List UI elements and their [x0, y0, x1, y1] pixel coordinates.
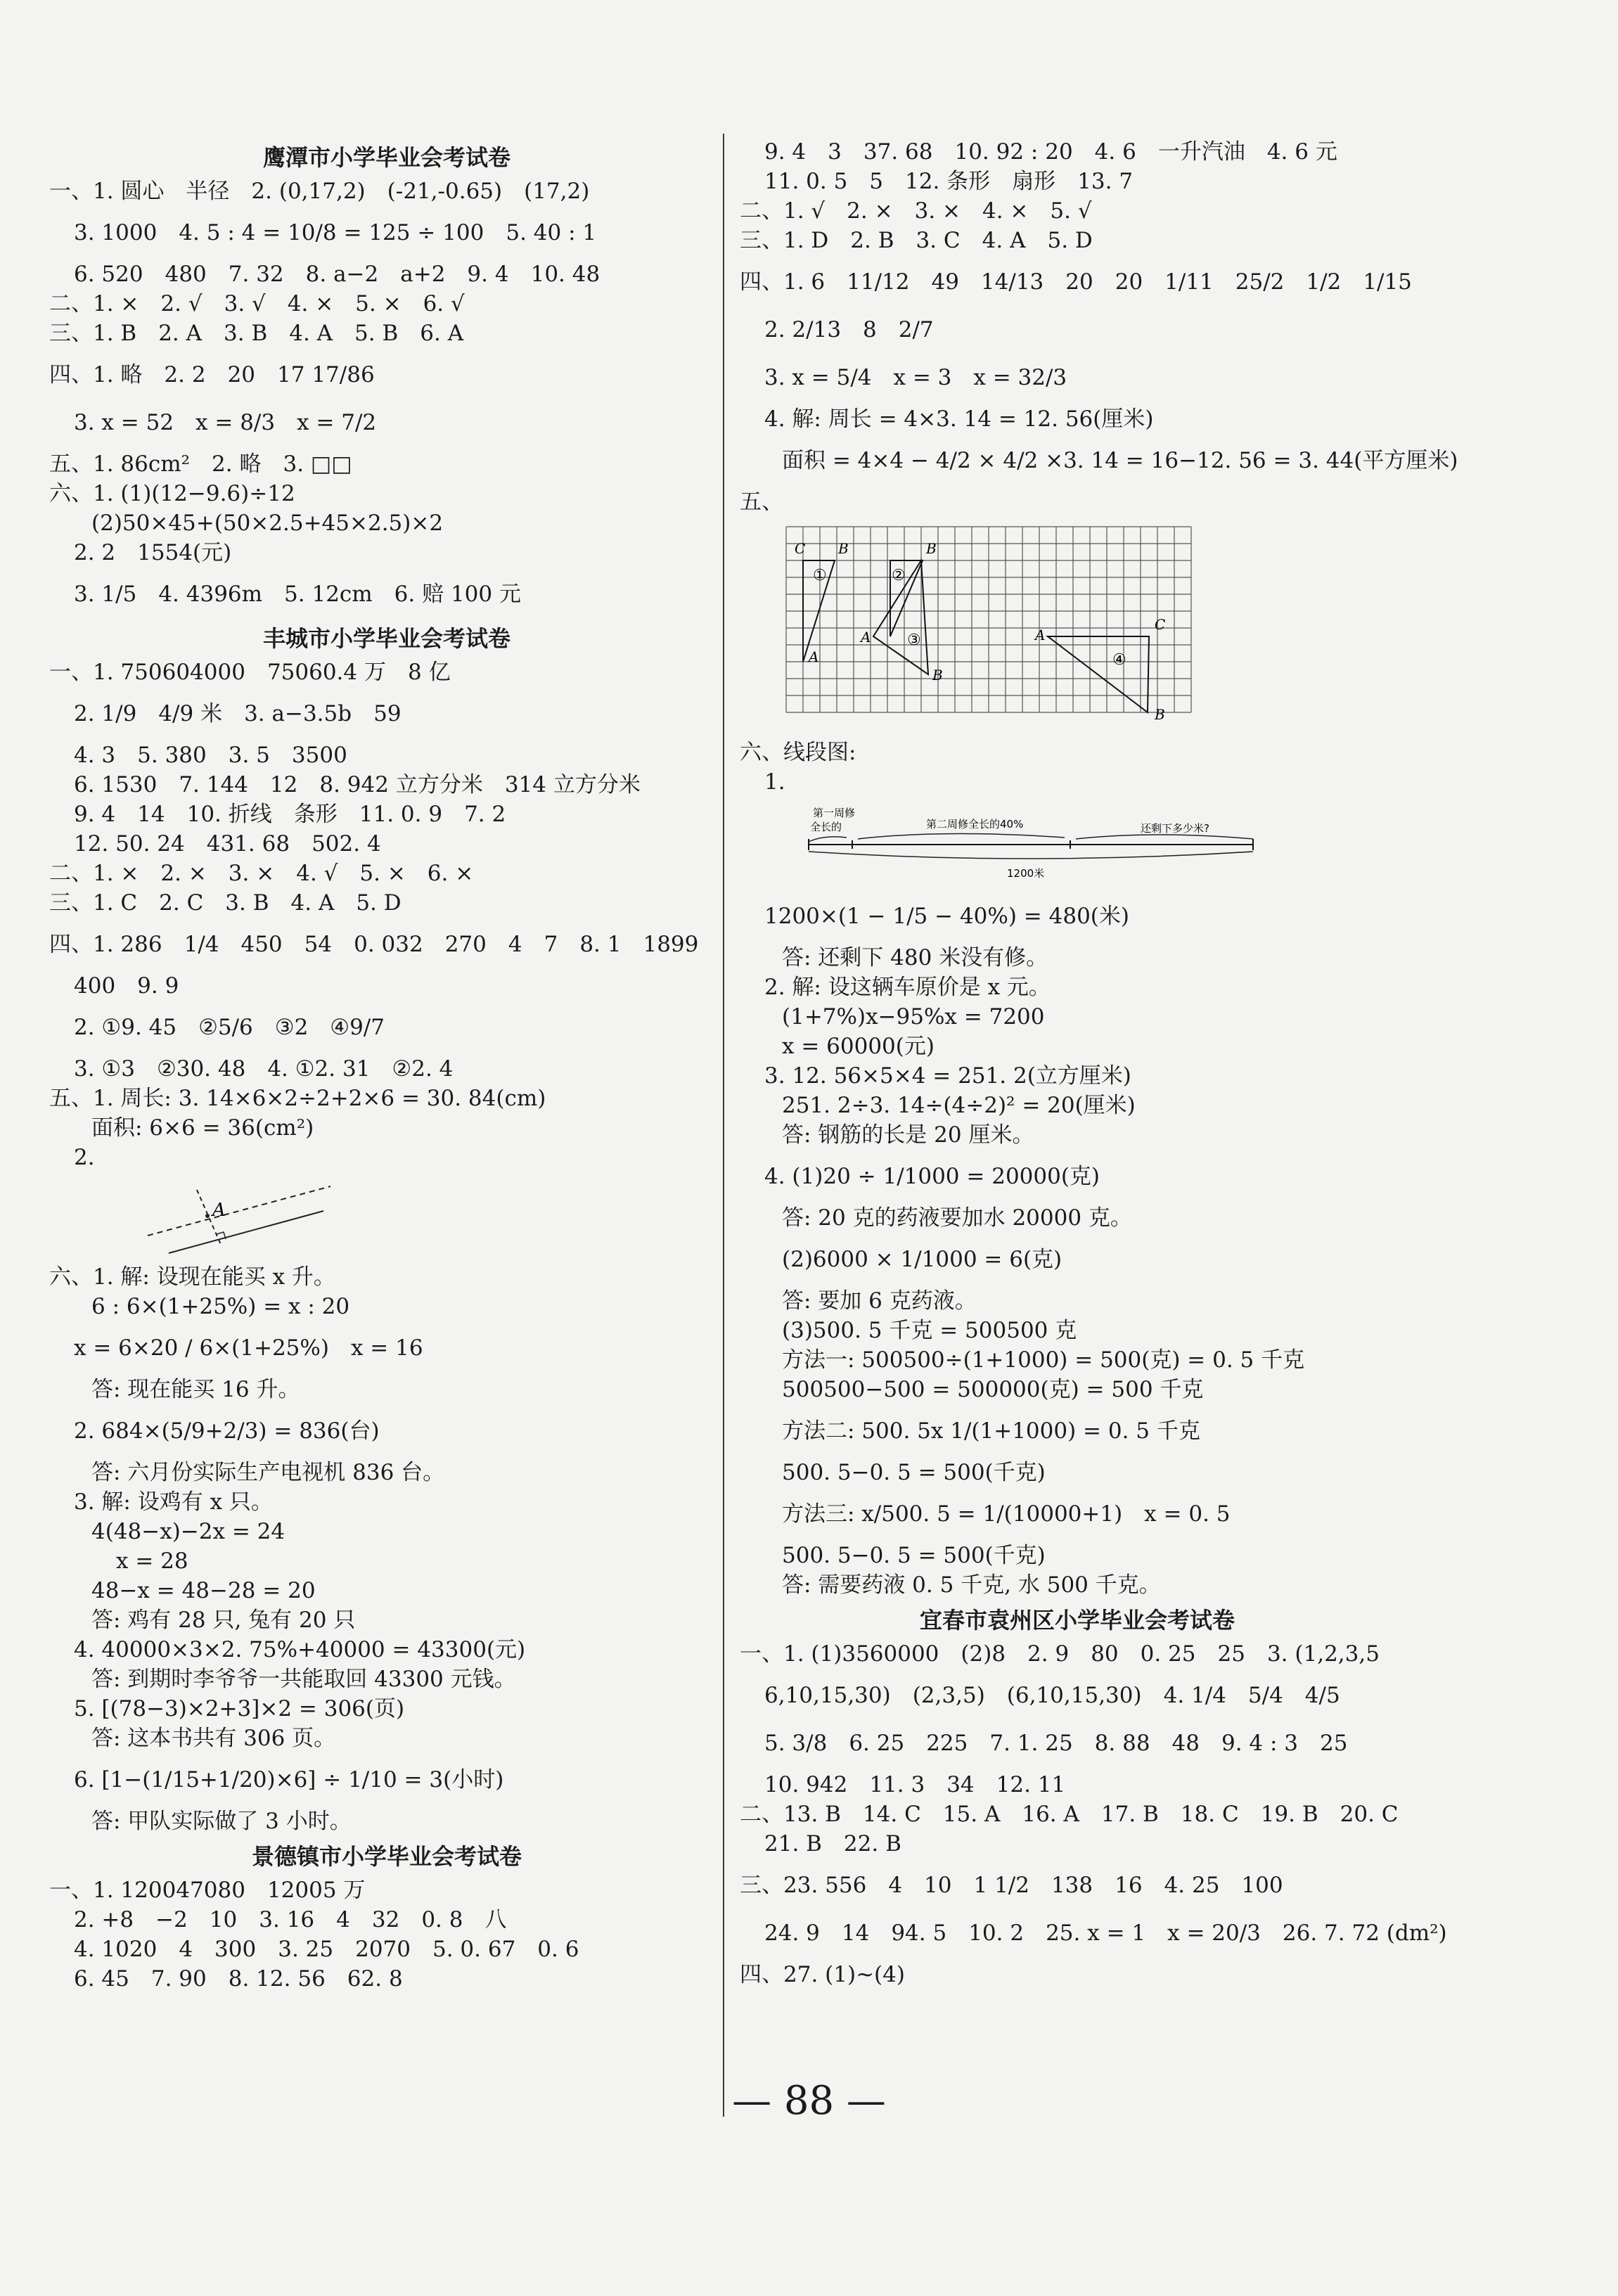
seg-label-remaining: 还剩下多少米? — [1141, 822, 1209, 835]
answer-line: 2. +8 −2 10 3. 16 4 32 0. 8 八 — [74, 1907, 507, 1932]
page-number: — 88 — — [732, 2078, 886, 2124]
answer-line: 六、1. 解: 设现在能买 x 升。 — [49, 1264, 335, 1290]
answer-line: 答: 钢筋的长是 20 厘米。 — [782, 1122, 1034, 1148]
seg-label-week1b: 全长的 — [810, 821, 842, 833]
answer-line: 12. 50. 24 431. 68 502. 4 — [74, 831, 381, 857]
answer-line: 6. [1−(1/15+1/20)×6] ÷ 1/10 = 3(小时) — [74, 1767, 504, 1792]
answer-line: 6. 1530 7. 144 12 8. 942 立方分米 314 立方分米 — [74, 772, 641, 797]
answer-line: 一、1. 750604000 75060.4 万 8 亿 — [49, 660, 451, 685]
answer-line: 二、13. B 14. C 15. A 16. A 17. B 18. C 19. B 20. C — [740, 1802, 1399, 1827]
answer-line: 3. x = 52 x = 8/3 x = 7/2 — [74, 410, 377, 435]
answer-line: 一、1. (1)3560000 (2)8 2. 9 80 0. 25 25 3. (1,2,3,5 — [740, 1641, 1380, 1667]
left-column — [49, 137, 724, 1994]
answer-line: 6. 45 7. 90 8. 12. 56 62. 8 — [74, 1966, 403, 1992]
section-title-yingtan: 鹰潭市小学毕业会考试卷 — [262, 144, 511, 171]
answer-line: 21. B 22. B — [764, 1831, 901, 1856]
answer-line: 三、1. C 2. C 3. B 4. A 5. D — [49, 890, 402, 916]
answer-line: 2. 2 1554(元) — [74, 540, 232, 565]
label-a2: A — [861, 629, 871, 646]
answer-line: 2. 684×(5/9+2/3) = 836(台) — [74, 1418, 380, 1444]
answer-line: 2. ①9. 45 ②5/6 ③2 ④9/7 — [74, 1015, 385, 1040]
answer-line: 三、23. 556 4 10 1 1/2 138 16 4. 25 100 — [740, 1873, 1283, 1898]
answer-line: 一、1. 圆心 半径 2. (0,17,2) (-21,-0.65) (17,2) — [49, 179, 590, 204]
answer-line: 4. (1)20 ÷ 1/1000 = 20000(克) — [764, 1164, 1100, 1189]
answer-line: 答: 现在能买 16 升。 — [91, 1377, 300, 1402]
answer-line: 500500−500 = 500000(克) = 500 千克 — [782, 1377, 1204, 1402]
answer-line: 二、1. × 2. × 3. × 4. √ 5. × 6. × — [49, 861, 474, 886]
answer-line: 5. 3/8 6. 25 225 7. 1. 25 8. 88 48 9. 4 : 3 25 — [764, 1731, 1348, 1756]
answer-line: 4. 3 5. 380 3. 5 3500 — [74, 743, 347, 768]
answer-line: 六、1. (1)(12−9.6)÷12 — [49, 481, 295, 506]
perpendicular-diagram — [134, 1172, 345, 1257]
answer-line: 答: 还剩下 480 米没有修。 — [782, 945, 1048, 970]
answer-line: 二、1. √ 2. × 3. × 4. × 5. √ — [740, 198, 1092, 224]
answer-line: 四、1. 略 2. 2 20 17 17/86 — [49, 362, 375, 387]
answer-line: 11. 0. 5 5 12. 条形 扇形 13. 7 — [764, 169, 1134, 194]
answer-line: 2. 解: 设这辆车原价是 x 元。 — [764, 975, 1051, 1000]
answer-line: x = 6×20 / 6×(1+25%) x = 16 — [74, 1335, 423, 1361]
answer-line: 四、1. 286 1/4 450 54 0. 032 270 4 7 8. 1 1899 — [49, 932, 699, 957]
answer-line: 一、1. 120047080 12005 万 — [49, 1878, 366, 1903]
answer-line: 答: 需要药液 0. 5 千克, 水 500 千克。 — [782, 1572, 1161, 1598]
answer-line: 方法一: 500500÷(1+1000) = 500(克) = 0. 5 千克 — [782, 1347, 1305, 1373]
answer-line: 500. 5−0. 5 = 500(千克) — [782, 1543, 1046, 1568]
answer-line: 面积: 6×6 = 36(cm²) — [91, 1115, 314, 1141]
answer-line: 48−x = 48−28 = 20 — [91, 1578, 316, 1603]
label-a4: A — [1035, 627, 1046, 643]
answer-line: (2)6000 × 1/1000 = 6(克) — [782, 1247, 1062, 1272]
seg-label-total: 1200米 — [1007, 867, 1045, 880]
answer-line: 方法二: 500. 5x 1/(1+1000) = 0. 5 千克 — [782, 1418, 1200, 1444]
answer-line: x = 28 — [116, 1548, 188, 1574]
label-circled-2: ② — [892, 567, 906, 584]
answer-line: 4. 解: 周长 = 4×3. 14 = 12. 56(厘米) — [764, 406, 1154, 432]
answer-line: 9. 4 14 10. 折线 条形 11. 0. 9 7. 2 — [74, 802, 506, 827]
brace-week1 — [809, 837, 847, 842]
answer-line: 6,10,15,30) (2,3,5) (6,10,15,30) 4. 1/4 5/4 4/5 — [764, 1683, 1340, 1708]
point-a — [205, 1214, 210, 1218]
answer-line: (1+7%)x−95%x = 7200 — [782, 1004, 1045, 1030]
answer-line: 400 9. 9 — [74, 973, 179, 999]
answer-line: 6. 520 480 7. 32 8. a−2 a+2 9. 4 10. 48 — [74, 262, 601, 287]
answer-line: 二、1. × 2. √ 3. √ 4. × 5. × 6. √ — [49, 291, 465, 316]
seg-label-week1: 第一周修 — [813, 807, 856, 819]
seg-label-week2: 第二周修全长的40% — [926, 818, 1024, 830]
brace-remaining — [1076, 835, 1253, 839]
segment-diagram — [803, 801, 1415, 888]
answer-line: 5. [(78−3)×2+3]×2 = 306(页) — [74, 1696, 405, 1721]
answer-line: 2. 2/13 8 2/7 — [764, 317, 934, 342]
answer-line: 答: 到期时李爷爷一共能取回 43300 元钱。 — [91, 1667, 516, 1692]
line-segment-chart — [803, 801, 1267, 885]
parallel-dashed-line — [148, 1186, 330, 1236]
answer-line: 4. 40000×3×2. 75%+40000 = 43300(元) — [74, 1637, 526, 1662]
answer-line: 四、1. 6 11/12 49 14/13 20 20 1/11 25/2 1/2 1/15 — [740, 269, 1412, 295]
grid-figure — [740, 524, 1415, 731]
label-c4: C — [1155, 616, 1166, 633]
label-b1: B — [838, 540, 849, 557]
answer-line: 五、 — [740, 489, 783, 515]
brace-total — [809, 852, 1253, 859]
label-c1: C — [795, 540, 806, 557]
base-line — [169, 1211, 323, 1253]
answer-line: x = 60000(元) — [782, 1034, 935, 1059]
answer-line: 答: 这本书共有 306 页。 — [91, 1726, 336, 1751]
answer-line: 3. x = 5/4 x = 3 x = 32/3 — [764, 365, 1067, 390]
answer-line: 面积 = 4×4 − 4/2 × 4/2 ×3. 14 = 16−12. 56 = 3. 44(平方厘米) — [782, 448, 1458, 473]
answer-line: 4. 1020 4 300 3. 25 2070 5. 0. 67 0. 6 — [74, 1937, 579, 1962]
answer-line: 答: 鸡有 28 只, 兔有 20 只 — [91, 1608, 356, 1633]
answer-line: 500. 5−0. 5 = 500(千克) — [782, 1460, 1046, 1485]
answer-line: 3. 1/5 4. 4396m 5. 12cm 6. 赔 100 元 — [74, 582, 521, 607]
answer-line: 10. 942 11. 3 34 12. 11 — [764, 1772, 1066, 1797]
triangle-4 — [1048, 636, 1149, 712]
answer-line: (2)50×45+(50×2.5+45×2.5)×2 — [91, 511, 444, 536]
section-title-fengcheng: 丰城市小学毕业会考试卷 — [262, 625, 511, 652]
answer-line: 方法三: x/500. 5 = 1/(10000+1) x = 0. 5 — [782, 1501, 1231, 1527]
label-circled-3: ③ — [907, 631, 921, 649]
answer-line: 2. 1/9 4/9 米 3. a−3.5b 59 — [74, 701, 402, 726]
label-circled-1: ① — [813, 567, 827, 584]
section-title-yichun: 宜春市袁州区小学毕业会考试卷 — [919, 1607, 1235, 1634]
answer-line: 五、1. 周长: 3. 14×6×2÷2+2×6 = 30. 84(cm) — [49, 1086, 546, 1111]
answer-line: 六、线段图: — [740, 740, 856, 765]
answer-line: 答: 要加 6 克药液。 — [782, 1288, 977, 1314]
answer-line: 三、1. B 2. A 3. B 4. A 5. B 6. A — [49, 321, 464, 346]
label-circled-4: ④ — [1112, 651, 1126, 669]
answer-line: 9. 4 3 37. 68 10. 92 : 20 4. 6 一升汽油 4. 6 元 — [764, 139, 1337, 165]
answer-line: 3. 解: 设鸡有 x 只。 — [74, 1489, 273, 1515]
answer-line: 五、1. 86cm² 2. 略 3. □□ — [49, 451, 352, 477]
answer-line: 3. 12. 56×5×4 = 251. 2(立方厘米) — [764, 1063, 1131, 1089]
answer-line: 2. — [74, 1145, 95, 1170]
answer-line: 答: 甲队实际做了 3 小时。 — [91, 1809, 352, 1834]
answer-line: 1. — [764, 769, 785, 795]
label-b2: B — [926, 540, 937, 557]
answer-line: (3)500. 5 千克 = 500500 克 — [782, 1318, 1077, 1343]
answer-line: 3. 1000 4. 5 : 4 = 10/8 = 125 ÷ 100 5. 40 : 1 — [74, 220, 597, 245]
point-a-label: A — [212, 1200, 226, 1221]
right-column — [740, 137, 1458, 1989]
transformation-grid — [782, 524, 1204, 728]
answer-line: 四、27. (1)~(4) — [740, 1962, 905, 1987]
brace-week2 — [858, 833, 1065, 839]
section-title-jingdezhen: 景德镇市小学毕业会考试卷 — [251, 1843, 522, 1870]
answer-line: 三、1. D 2. B 3. C 4. A 5. D — [740, 228, 1093, 253]
answer-line: 4(48−x)−2x = 24 — [91, 1519, 285, 1544]
answer-line: 答: 六月份实际生产电视机 836 台。 — [91, 1460, 445, 1485]
answer-line: 答: 20 克的药液要加水 20000 克。 — [782, 1205, 1132, 1231]
label-b3: B — [932, 667, 943, 684]
answer-line: 24. 9 14 94. 5 10. 2 25. x = 1 x = 20/3 26. 7. 72 (dm²) — [764, 1920, 1447, 1946]
answer-line: 1200×(1 − 1/5 − 40%) = 480(米) — [764, 904, 1129, 929]
answer-line: 6 : 6×(1+25%) = x : 20 — [91, 1294, 350, 1319]
label-b4: B — [1155, 706, 1165, 723]
answer-line: 251. 2÷3. 14÷(4÷2)² = 20(厘米) — [782, 1093, 1136, 1118]
answer-line: 3. ①3 ②30. 48 4. ①2. 31 ②2. 4 — [74, 1056, 454, 1082]
label-a1: A — [809, 648, 819, 665]
perpendicular-figure — [134, 1172, 724, 1259]
